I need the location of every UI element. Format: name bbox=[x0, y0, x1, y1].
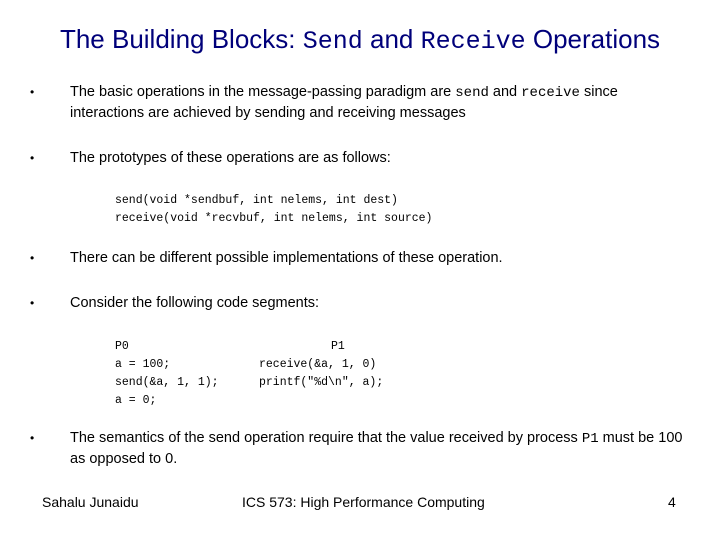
p1-code bbox=[259, 338, 383, 392]
p0-code bbox=[115, 338, 219, 410]
bullet-dot: • bbox=[30, 85, 35, 99]
code-line: receive(void *recvbuf, int nelems, int source) bbox=[115, 212, 433, 225]
title-send-code: Send bbox=[302, 27, 363, 56]
code-line: receive(&a, 1, 0) bbox=[259, 358, 377, 371]
slide-title: The Building Blocks: Send and Receive Operations bbox=[59, 24, 661, 56]
prototype-code bbox=[115, 192, 432, 228]
bullet-dot: • bbox=[30, 431, 35, 445]
code-line: P1 bbox=[331, 340, 345, 353]
code-line: a = 0; bbox=[115, 394, 157, 407]
footer-page-number: 4 bbox=[668, 494, 676, 510]
code-line: a = 100; bbox=[115, 358, 171, 371]
code-line: send(&a, 1, 1); bbox=[115, 376, 219, 389]
bullet-dot: • bbox=[30, 251, 35, 265]
bullet-dot: • bbox=[30, 296, 35, 310]
footer-author: Sahalu Junaidu bbox=[42, 494, 139, 510]
footer-course: ICS 573: High Performance Computing bbox=[242, 494, 485, 510]
code-line: send(void *sendbuf, int nelems, int dest) bbox=[115, 194, 398, 207]
code-line: P0 bbox=[115, 340, 129, 353]
bullet-dot: • bbox=[30, 151, 35, 165]
title-receive-code: Receive bbox=[420, 27, 526, 56]
code-line: printf("%d\n", a); bbox=[259, 376, 384, 389]
